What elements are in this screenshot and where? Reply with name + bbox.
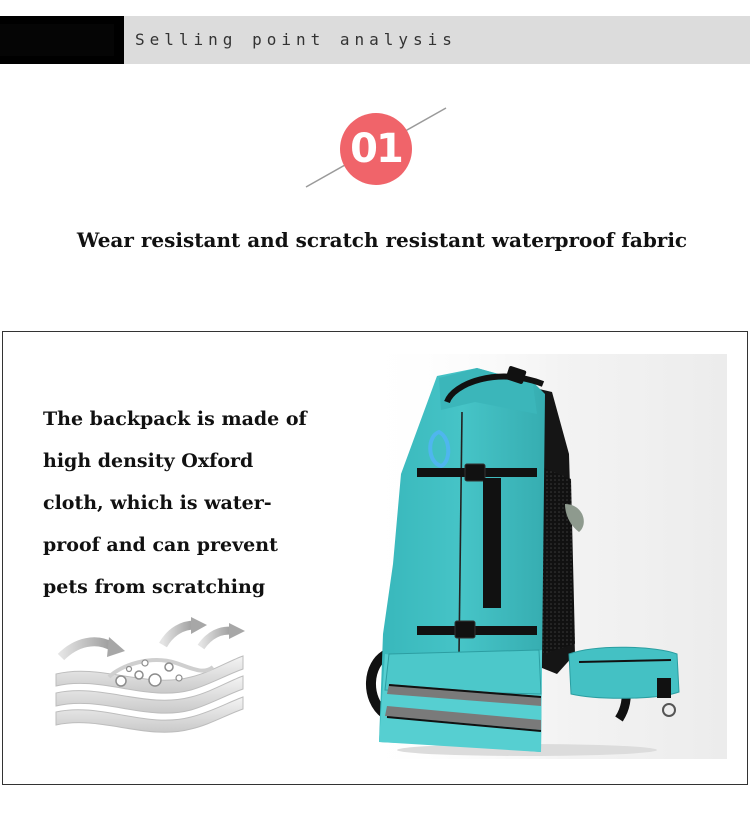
section-heading: Wear resistant and scratch resistant waterproof fabric — [76, 228, 688, 252]
feature-description — [43, 398, 353, 608]
feature-description-line: cloth, which is water- — [43, 492, 272, 514]
feature-panel — [2, 331, 748, 785]
feature-description-line: The backpack is made of — [43, 408, 307, 430]
section-number-badge: 01 — [340, 113, 412, 185]
feature-description-line: high density Oxford — [43, 450, 254, 472]
feature-description-line: pets from scratching — [43, 576, 266, 598]
waterproof-fabric-layers-icon — [51, 617, 251, 752]
feature-description-line: proof and can prevent — [43, 534, 278, 556]
header-title: Selling point analysis — [135, 30, 457, 49]
backpack-photo — [357, 354, 727, 759]
